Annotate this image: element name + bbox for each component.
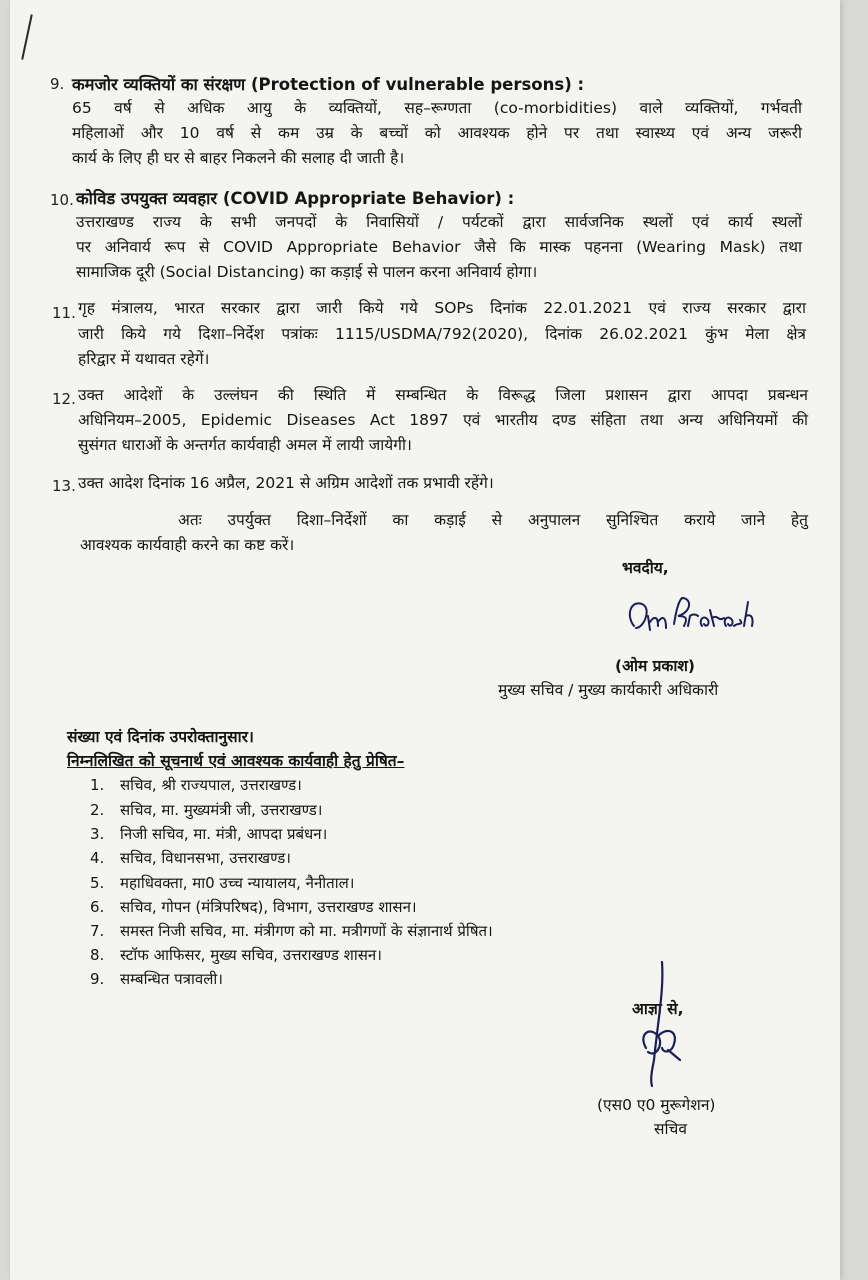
reference-line: संख्या एवं दिनांक उपरोक्तानुसार। <box>67 728 254 746</box>
clause-line: सामाजिक दूरी (Social Distancing) का कड़ाई से पालन करना अनिवार्य होगा। <box>76 263 538 281</box>
signatory-designation: मुख्य सचिव / मुख्य कार्यकारी अधिकारी <box>498 681 719 699</box>
clause-number: 11. <box>52 304 76 322</box>
secretary-designation: सचिव <box>654 1120 687 1138</box>
closing-line: आवश्यक कार्यवाही करने का कष्ट करें। <box>80 536 295 554</box>
clause-line: अधिनियम–2005, Epidemic Diseases Act 1897 एवं भारतीय दण्ड संहिता तथा अन्य अधिनियमों की <box>78 411 808 429</box>
signature-om-prakash <box>622 586 762 648</box>
list-item: 7. समस्त निजी सचिव, मा. मंत्रीगण को मा. मत्रीगणों के संज्ञानार्थ प्रेषित। <box>90 922 493 940</box>
secretary-name: (एस0 ए0 मुरूगेशन) <box>597 1096 716 1114</box>
closing-line: अतः उपर्युक्त दिशा–निर्देशों का कड़ाई से अनुपालन सुनिश्चित कराये जाने हेतु <box>178 511 808 529</box>
document-page <box>10 0 840 1280</box>
signatory-name: (ओम प्रकाश) <box>615 657 695 675</box>
list-item: 6. सचिव, गोपन (मंत्रिपरिषद), विभाग, उत्तराखण्ड शासन। <box>90 898 417 916</box>
distribution-heading: निम्नलिखित को सूचनार्थ एवं आवश्यक कार्यवाही हेतु प्रेषित– <box>67 752 405 770</box>
list-item: 4. सचिव, विधानसभा, उत्तराखण्ड। <box>90 849 291 867</box>
list-item: 2. सचिव, मा. मुख्यमंत्री जी, उत्तराखण्ड। <box>90 801 323 819</box>
clause-line: उक्त आदेश दिनांक 16 अप्रैल, 2021 से अग्रिम आदेशों तक प्रभावी रहेंगे। <box>78 474 494 492</box>
clause-number: 12. <box>52 390 76 408</box>
clause-line: सुसंगत धाराओं के अन्तर्गत कार्यवाही अमल में लायी जायेगी। <box>78 436 412 454</box>
clause-line: गृह मंत्रालय, भारत सरकार द्वारा जारी किये गये SOPs दिनांक 22.01.2021 एवं राज्य सरकार द्वारा <box>78 299 806 317</box>
order-text: आज्ञा से, <box>632 1000 684 1018</box>
list-item: 9. सम्बन्धित पत्रावली। <box>90 970 223 988</box>
clause-heading: कमजोर व्यक्तियों का संरक्षण (Protection of vulnerable persons) : <box>72 75 585 94</box>
clause-number: 13. <box>52 477 76 495</box>
clause-number: 9. <box>50 75 65 93</box>
clause-line: कार्य के लिए ही घर से बाहर निकलने की सलाह दी जाती है। <box>72 149 405 167</box>
list-item: 8. स्टॉफ आफिसर, मुख्य सचिव, उत्तराखण्ड शासन। <box>90 946 382 964</box>
clause-line: महिलाओं और 10 वर्ष से कम उम्र के बच्चों को आवश्यक होने पर तथा स्वास्थ्य एवं अन्य जरूरी <box>72 124 802 142</box>
clause-heading: कोविड उपयुक्त व्यवहार (COVID Appropriate Behavior) : <box>76 189 515 208</box>
clause-line: उक्त आदेशों के उल्लंघन की स्थिति में सम्बन्धित के विरूद्ध जिला प्रशासन द्वारा आपदा प्रबन्धन <box>78 386 808 404</box>
clause-line: पर अनिवार्य रूप से COVID Appropriate Behavior जैसे कि मास्क पहनना (Wearing Mask) तथा <box>76 238 802 256</box>
list-item: 5. महाधिवक्ता, मा0 उच्च न्यायालय, नैनीताल। <box>90 874 355 892</box>
clause-number: 10. <box>50 191 74 209</box>
clause-line: जारी किये गये दिशा–निर्देश पत्रांकः 1115/USDMA/792(2020), दिनांक 26.02.2021 कुंभ मेला क्षेत्र <box>78 325 806 343</box>
list-item: 1. सचिव, श्री राज्यपाल, उत्तराखण्ड। <box>90 776 302 794</box>
scan-edge-mark <box>21 14 33 59</box>
clause-line: उत्तराखण्ड राज्य के सभी जनपदों के निवासियों / पर्यटकों द्वारा सार्वजनिक स्थलों एवं कार्य स्थलों <box>76 213 802 231</box>
clause-line: हरिद्वार में यथावत रहेगें। <box>78 350 210 368</box>
list-item: 3. निजी सचिव, मा. मंत्री, आपदा प्रबंधन। <box>90 825 328 843</box>
signature-murugeshan <box>628 960 718 1090</box>
salutation: भवदीय, <box>622 559 669 577</box>
clause-line: 65 वर्ष से अधिक आयु के व्यक्तियों, सह–रूग्णता (co-morbidities) वाले व्यक्तियों, गर्भवती <box>72 99 802 117</box>
